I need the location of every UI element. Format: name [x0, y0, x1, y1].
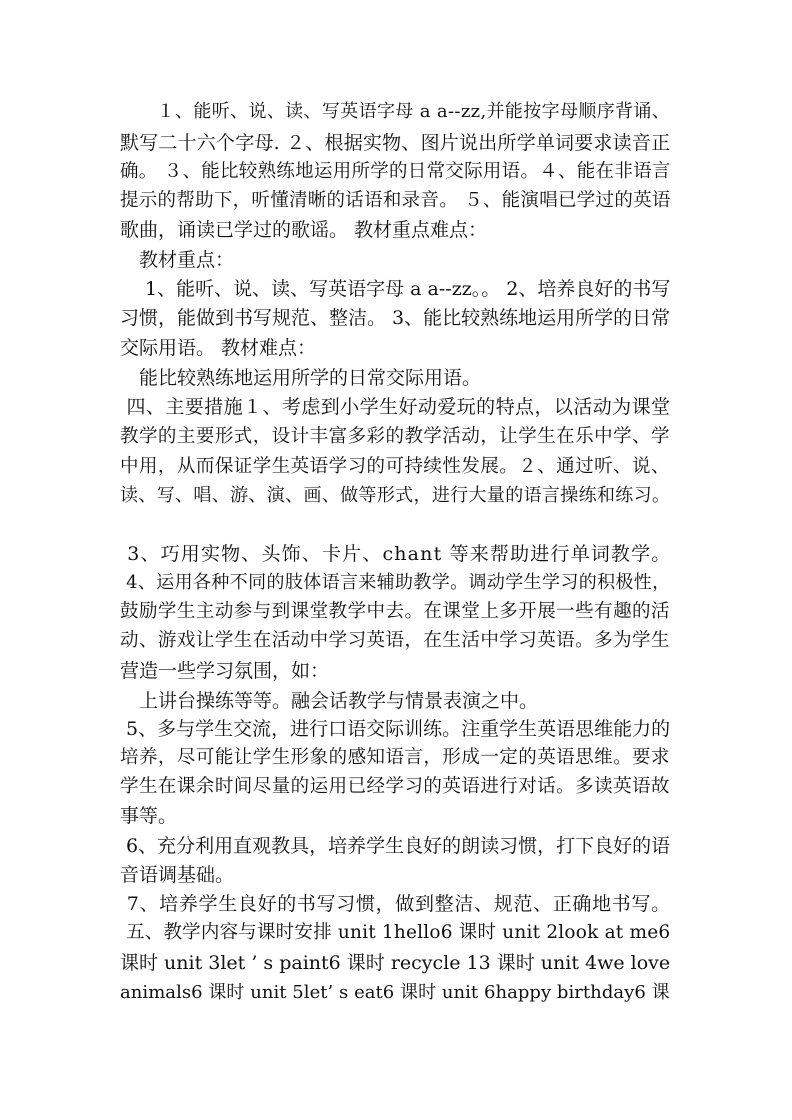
text-line: 读、写、唱、游、演、画、做等形式，进行大量的语言操练和练习。 — [120, 485, 671, 506]
text-line: 学生在课余时间尽量的运用已经学习的英语进行对话。多读英语故 — [120, 776, 670, 797]
text-line: 事等。 — [120, 805, 178, 827]
text-line: 4、运用各种不同的肢体语言来辅助教学。调动学生学习的积极性， — [120, 572, 671, 593]
text-line: 培养，尽可能让学生形象的感知语言，形成一定的英语思维。要求 — [120, 747, 670, 768]
text-line: 动、游戏让学生在活动中学习英语，在生活中学习英语。多为学生 — [120, 630, 670, 651]
text-line: 音语调基础。 — [120, 864, 235, 886]
text-line: animals6 课时 unit 5let’ s eat6 课时 unit 6happy birthday6 课 — [120, 982, 670, 1003]
text-line: 教材重点： — [120, 249, 235, 271]
text-line: 五、教学内容与课时安排 unit 1hello6 课时 unit 2look at me6 — [120, 922, 671, 943]
text-line: 中用，从而保证学生英语学习的可持续性发展。２、通过听、说、 — [120, 456, 670, 477]
text-line: 习惯，能做到书写规范、整洁。 3、能比较熟练地运用所学的日常 — [120, 307, 671, 329]
text-line: 能比较熟练地运用所学的日常交际用语。 — [120, 367, 482, 389]
text-line: 确。 ３、能比较熟练地运用所学的日常交际用语。４、能在非语言 — [120, 161, 671, 182]
text-line: 5、多与学生交流，进行口语交际训练。注重学生英语思维能力的 — [120, 718, 671, 740]
text-line: 默写二十六个字母. ２、根据实物、图片说出所学单词要求读音正 — [120, 132, 671, 154]
text-line: 课时 unit 3let ’ s paint6 课时 recycle 13 课时 unit 4we love — [120, 952, 671, 974]
text-line: 提示的帮助下，听懂清晰的话语和录音。 ５、能演唱已学过的英语 — [120, 190, 671, 211]
text-line: 四、主要措施１、考虑到小学生好动爱玩的特点，以活动为课堂 — [120, 396, 671, 418]
text-line: １、能听、说、读、写英语字母 a a--zz,并能按字母顺序背诵、 — [120, 101, 671, 122]
text-line: 交际用语。 教材难点： — [120, 337, 317, 359]
text-line: 6、充分利用直观教具，培养学生良好的朗读习惯，打下良好的语 — [120, 835, 671, 857]
text-line: 营造一些学习氛围，如： — [120, 660, 330, 682]
text-line: 3、巧用实物、头饰、卡片、chant 等来帮助进行单词教学。 — [120, 543, 672, 565]
text-line: 教学的主要形式，设计丰富多彩的教学活动，让学生在乐中学、学 — [120, 426, 670, 447]
text-line: 1、能听、说、读、写英语字母 a a--zz。。 2、培养良好的书写 — [120, 278, 671, 300]
text-line: 歌曲，诵读已学过的歌谣。 教材重点难点： — [120, 219, 488, 241]
text-line: 7、培养学生良好的书写习惯，做到整洁、规范、正确地书写。 — [120, 893, 671, 915]
text-line: 鼓励学生主动参与到课堂教学中去。在课堂上多开展一些有趣的活 — [120, 601, 670, 622]
text-line: 上讲台操练等等。融会话教学与情景表演之中。 — [120, 690, 539, 712]
